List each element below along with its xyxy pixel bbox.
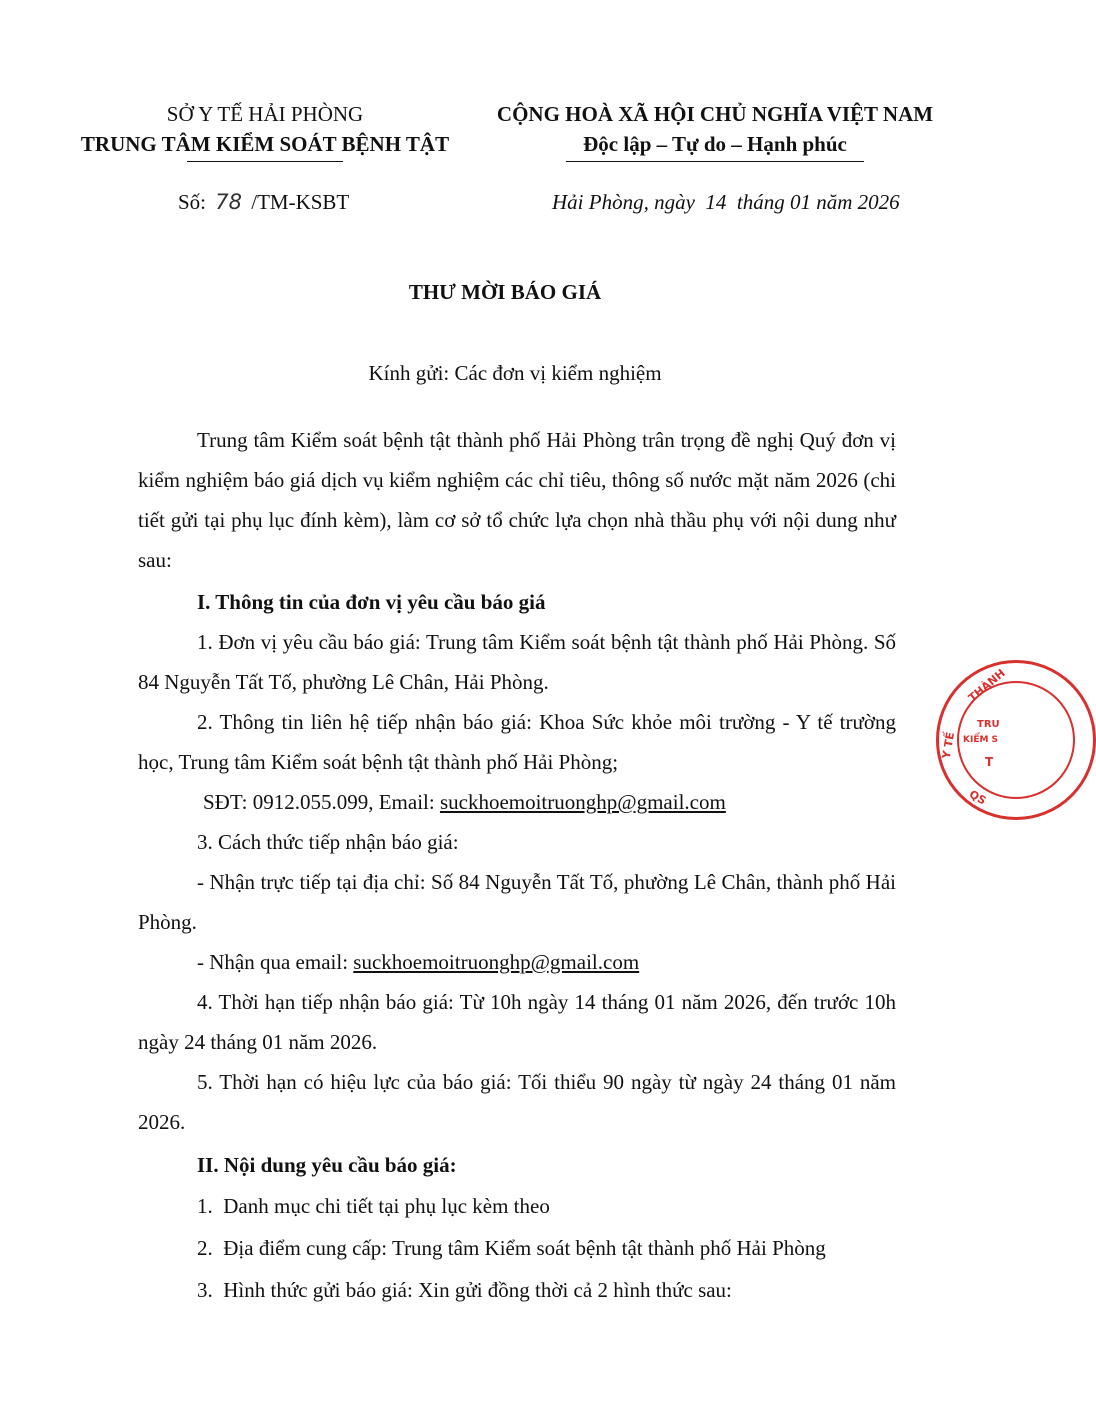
seal-ring-top: THÀNH: [965, 666, 1008, 705]
number-value: 78: [215, 190, 242, 214]
section1-heading: I. Thông tin của đơn vị yêu cầu báo giá: [197, 590, 546, 614]
national-title: CỘNG HOÀ XÃ HỘI CHỦ NGHĨA VIỆT NAM: [496, 102, 934, 126]
contact-line: [203, 782, 726, 822]
motto-underline: [566, 161, 864, 162]
number-prefix: Số:: [178, 190, 207, 214]
issuer-center: TRUNG TÂM KIỂM SOÁT BỆNH TẬT: [80, 132, 450, 156]
email-prefix: - Nhận qua email:: [197, 950, 354, 974]
date-line: Hải Phòng, ngày 14 tháng 01 năm 2026: [552, 190, 900, 214]
section1-item3-email: [197, 942, 639, 982]
section1-item1: 1. Đơn vị yêu cầu báo giá: Trung tâm Kiểm soát bệnh tật thành phố Hải Phòng. Số 84 Nguyễn Tất Tố, phường Lê Chân, Hải Phòng.: [138, 630, 896, 694]
seal-inner-line2: KIỂM S: [963, 735, 999, 745]
section2-item1: 1. Danh mục chi tiết tại phụ lục kèm theo: [197, 1194, 550, 1218]
issuer-underline: [187, 161, 343, 162]
contact-email-link[interactable]: suckhoemoitruonghp@gmail.com: [439, 790, 726, 814]
recipient-line: Kính gửi: Các đơn vị kiểm nghiệm: [368, 361, 662, 385]
section2-item3: 3. Hình thức gửi báo giá: Xin gửi đồng thời cả 2 hình thức sau:: [197, 1278, 732, 1302]
section1-item4: 4. Thời hạn tiếp nhận báo giá: Từ 10h ngày 14 tháng 01 năm 2026, đến trước 10h ngày 24 tháng 01 năm 2026.: [138, 990, 896, 1054]
section1-item2: 2. Thông tin liên hệ tiếp nhận báo giá: Khoa Sức khỏe môi trường - Y tế trường học, Trung tâm Kiểm soát bệnh tật thành phố Hải Phòng;: [138, 710, 896, 774]
official-seal: [936, 660, 1096, 820]
receive-email-link[interactable]: suckhoemoitruonghp@gmail.com: [353, 950, 640, 974]
seal-inner-line1: TRU: [977, 719, 1000, 730]
national-motto: Độc lập – Tự do – Hạnh phúc: [583, 132, 847, 156]
seal-ring-left: Y TẾ: [939, 731, 958, 760]
document-number: [178, 190, 349, 215]
contact-phone-prefix: SĐT: 0912.055.099, Email:: [203, 790, 440, 814]
section2-item2: 2. Địa điểm cung cấp: Trung tâm Kiểm soát bệnh tật thành phố Hải Phòng: [197, 1236, 826, 1260]
seal-inner-line3: T: [985, 755, 994, 769]
section2-heading: II. Nội dung yêu cầu báo giá:: [197, 1153, 457, 1177]
section1-item3-direct: - Nhận trực tiếp tại địa chỉ: Số 84 Nguyễn Tất Tố, phường Lê Chân, thành phố Hải Phòng.: [138, 870, 896, 934]
section1-item5: 5. Thời hạn có hiệu lực của báo giá: Tối thiểu 90 ngày từ ngày 24 tháng 01 năm 2026.: [138, 1070, 896, 1134]
section1-item3: 3. Cách thức tiếp nhận báo giá:: [197, 830, 459, 854]
document-title: THƯ MỜI BÁO GIÁ: [408, 280, 602, 304]
number-suffix: /TM-KSBT: [251, 190, 350, 214]
seal-ring-bottom: QS: [966, 787, 989, 808]
issuer-department: SỞ Y TẾ HẢI PHÒNG: [166, 102, 364, 126]
intro-paragraph: Trung tâm Kiểm soát bệnh tật thành phố Hải Phòng trân trọng đề nghị Quý đơn vị kiểm nghiệm báo giá dịch vụ kiểm nghiệm các chỉ tiêu, thông số nước mặt năm 2026 (chi tiết gửi tại phụ lục đính kèm), làm cơ sở tổ chức lựa chọn nhà thầu phụ với nội dung như sau:: [138, 428, 896, 572]
